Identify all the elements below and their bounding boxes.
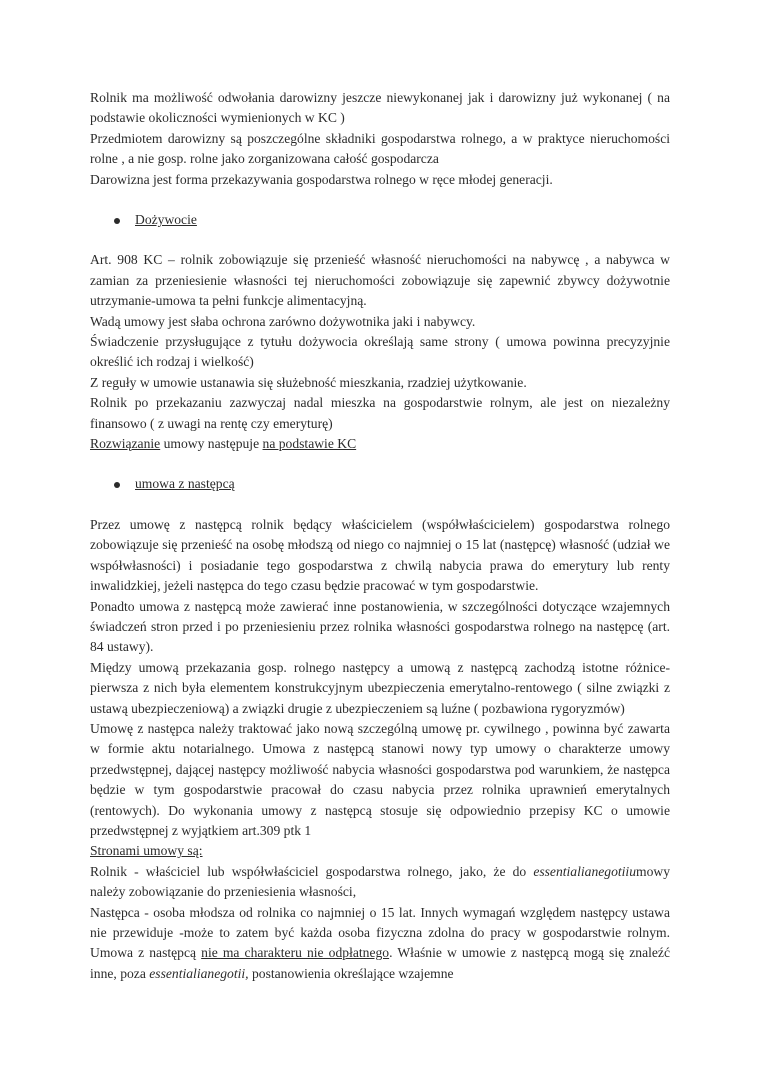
latin-term: essentialianegotii, bbox=[149, 965, 249, 981]
termination-text: umowy następuje bbox=[160, 436, 263, 452]
section-heading-label: Dożywocie bbox=[135, 212, 197, 228]
section-heading-umowa-z-nastepca bbox=[90, 474, 670, 494]
nastepca-paragraph-definition: Przez umowę z następcą rolnik będący właścicielem (współwłaścicielem) gospodarstwa rolnego zobowiązuje się przenieść na osobę młodszą od niego co najmniej o 15 lat (następcę) własność (udział we współwłasności) i posiadanie tego gospodarstwa z chwilą nabycia prawa do emerytury lub renty inwalidzkiej, jeżeli następca do tego czasu będzie pracować w tym gospodarstwie. bbox=[90, 516, 670, 594]
intro-paragraph-form: Darowizna jest forma przekazywania gospodarstwa rolnego w ręce młodej generacji. bbox=[90, 171, 553, 187]
parties-heading: Stronami umowy są: bbox=[90, 843, 203, 859]
dozywocie-paragraph-residence: Rolnik po przekazaniu zazwyczaj nadal mieszka na gospodarstwie rolnym, ale jest on niezależny finansowo ( z uwagi na rentę czy emeryturę) bbox=[90, 395, 670, 431]
document-page bbox=[90, 88, 670, 984]
dozywocie-paragraph-servitude: Z reguły w umowie ustanawia się służebność mieszkania, rzadziej użytkowanie. bbox=[90, 374, 527, 390]
dozywocie-paragraph-art908: Art. 908 KC – rolnik zobowiązuje się przenieść własność nieruchomości na nabywcę , a nabywca w zamian za przeniesienie własności tej nieruchomości zobowiązuje się zapewnić zbywcy dożywotnie utrzymanie-umowa ta pełni funkcje alimentacyjną. bbox=[90, 252, 670, 309]
nastepca-paragraph-nature: Umowę z następca należy traktować jako nową szczególną umowę pr. cywilnego , powinna być zawarta w formie aktu notarialnego. Umowa z następcą stanowi nowy typ umowy o charakterze umowy przedwstępnej, dającej następcy możliwość nabycia własności gospodarstwa pod warunkiem, że następca będzie w tym gospodarstwie pracował do czasu nabycia przez rolnika uprawnień emerytalnych (rentowych). Do wykonania umowy z następcą stosuje się odpowiednio przepisy KC o umowie przedwstępnej z wyjątkiem art.309 ptk 1 bbox=[90, 720, 670, 838]
intro-paragraph-revocation: Rolnik ma możliwość odwołania darowizny jeszcze niewykonanej jak i darowizny już wykonanej ( na podstawie okoliczności wymienionych w KC ) bbox=[90, 90, 670, 126]
section-heading-label: umowa z następcą bbox=[135, 476, 235, 492]
latin-term: essentialianegotiiu bbox=[533, 863, 637, 879]
bullet-icon bbox=[114, 218, 120, 224]
parties-paragraph-successor: Następca - osoba młodsza od rolnika co najmniej o 15 lat. Innych wymagań względem następcy ustawa nie przewiduje -może to zatem być każda osoba fizyczna zdolna do pracy w gospodarstwie rolnym. Umowa z następcą nie ma charakteru nie odpłatnego. Właśnie w umowie z następcą mogą się znaleźć inne, poza essentialianegotii, postanowienia określające wzajemne bbox=[90, 904, 670, 981]
nastepca-paragraph-other-provisions: Ponadto umowa z następcą może zawierać inne postanowienia, w szczególności dotyczące wzajemnych świadczeń stron przed i po przeniesieniu przez rolnika własności gospodarstwa rolnego na następcę (art. 84 ustawy). bbox=[90, 598, 670, 655]
parties-paragraph-farmer: Rolnik - właściciel lub współwłaściciel gospodarstwa rolnego, jako, że do essentialianegotiiumowy należy zobowiązanie do przeniesienia własności, bbox=[90, 863, 670, 900]
emphasis-not-gratuitous: nie ma charakteru nie odpłatnego bbox=[201, 945, 390, 961]
termination-term: Rozwiązanie bbox=[90, 436, 161, 452]
dozywocie-paragraph-weakness: Wadą umowy jest słaba ochrona zarówno dożywotnika jaki i nabywcy. bbox=[90, 313, 476, 329]
termination-basis: na podstawie KC bbox=[262, 436, 357, 452]
intro-paragraph-subject: Przedmiotem darowizny są poszczególne składniki gospodarstwa rolnego, a w praktyce nieruchomości rolne , a nie gosp. rolne jako zorganizowana całość gospodarcza bbox=[90, 130, 670, 167]
bullet-icon bbox=[114, 482, 120, 488]
nastepca-paragraph-differences: Między umową przekazania gosp. rolnego następcy a umową z następcą zachodzą istotne różnice- pierwsza z nich była elementem konstrukcyjnym ubezpieczenia emerytalno-rentowego ( silne związki z ustawą ubezpieczeniową) a związki drugie z ubezpieczeniem są luźne ( pozbawiona rygoryzmów) bbox=[90, 659, 670, 716]
section-heading-dozywocie bbox=[90, 210, 670, 230]
dozywocie-paragraph-termination bbox=[90, 434, 670, 454]
dozywocie-paragraph-benefits: Świadczenie przysługujące z tytułu dożywocia określają same strony ( umowa powinna precyzyjnie określić ich rodzaj i wielkość) bbox=[90, 334, 670, 370]
